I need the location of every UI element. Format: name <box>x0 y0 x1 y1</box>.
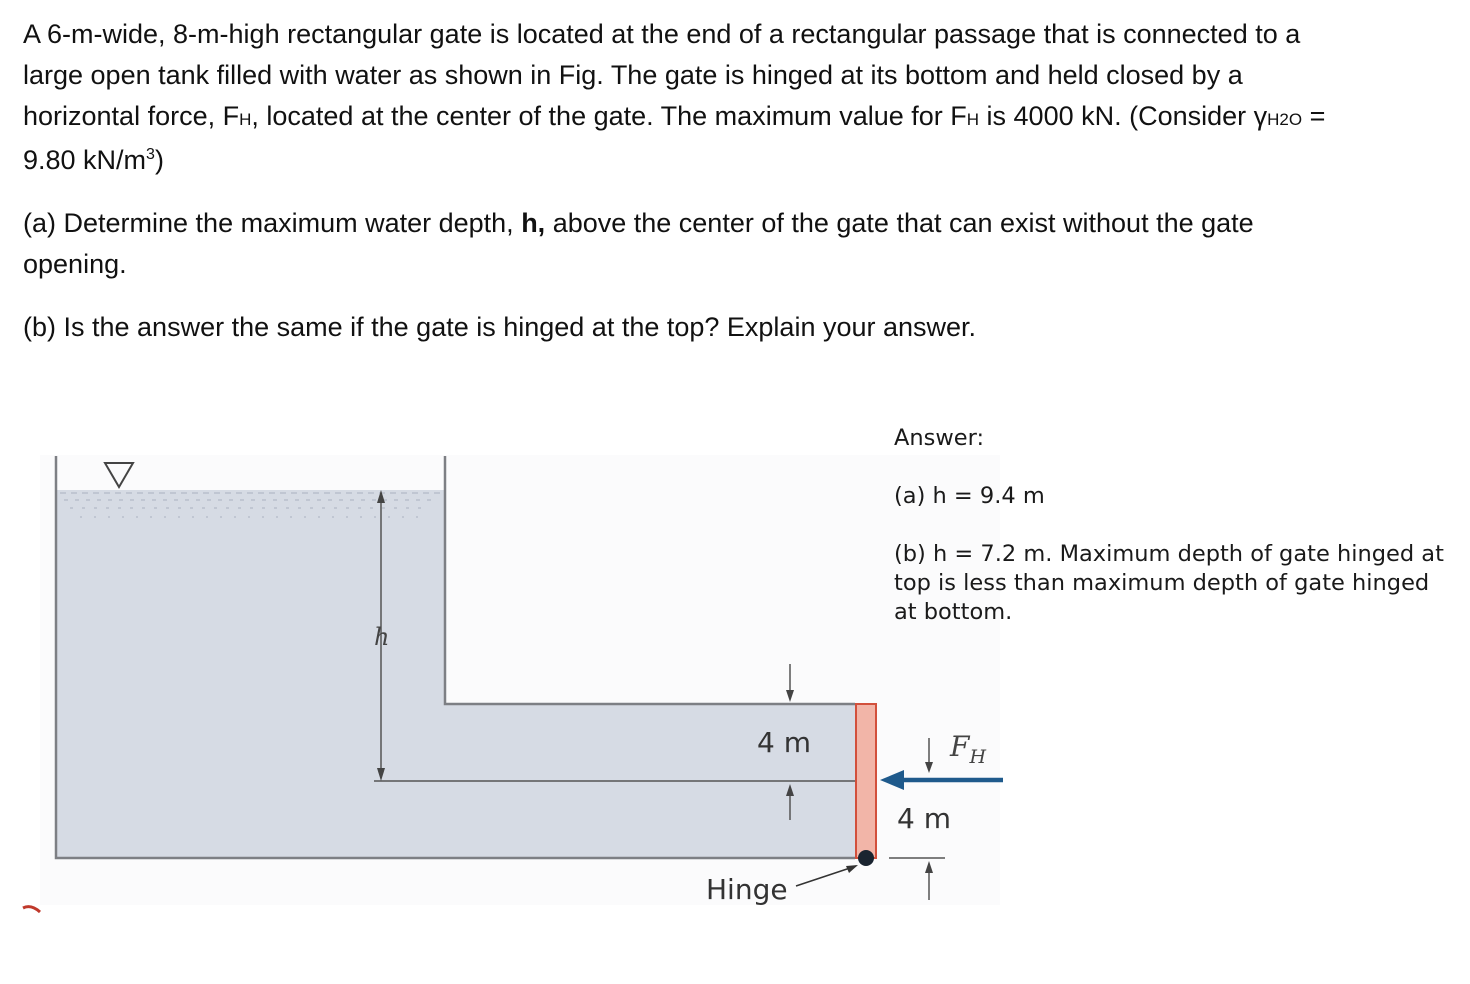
answer-title: Answer: <box>894 425 985 451</box>
problem-text: , located at the center of the gate. The maximum value for F <box>251 101 967 131</box>
problem-text: is 4000 kN. (Consider γ <box>979 101 1268 131</box>
question-bold-h: h, <box>521 208 546 238</box>
h-label: h <box>374 623 390 651</box>
problem-text: ) <box>154 145 164 175</box>
answer-box <box>894 424 1454 627</box>
question-text: above the center of the gate that can exist without the gate opening. <box>23 208 1254 279</box>
subscript-h2o: H2O <box>1267 110 1303 129</box>
question-text: (a) Determine the maximum water depth, <box>23 208 522 238</box>
superscript-3: 3 <box>146 146 155 163</box>
subscript-h: H <box>966 110 980 129</box>
dimension-label-lower: 4 m <box>897 802 951 835</box>
crop-artifact <box>23 907 40 912</box>
problem-text: A 6-m-wide, 8-m-high rectangular gate is located at the end of a rectangular passage that is connected to a large open tank filled with water as shown in Fig. The gate is hinged at its bottom and held closed by a horizontal force, F <box>23 19 1301 131</box>
answer-part-b: (b) h = 7.2 m. Maximum depth of gate hinged at top is less than maximum depth of gate hinged at bottom. <box>894 541 1444 625</box>
hinge-label: Hinge <box>706 873 788 906</box>
subscript-h: H <box>239 110 252 129</box>
gate <box>856 704 876 858</box>
question-part-b: (b) Is the answer the same if the gate is hinged at the top? Explain your answer. <box>23 312 977 342</box>
answer-part-a: (a) h = 9.4 m <box>894 483 1045 509</box>
hinge-icon <box>858 850 874 866</box>
dimension-label-upper: 4 m <box>757 726 811 759</box>
problem-text: = 9.80 kN/m <box>23 101 1326 175</box>
force-label: $F_H$ <box>950 730 987 768</box>
